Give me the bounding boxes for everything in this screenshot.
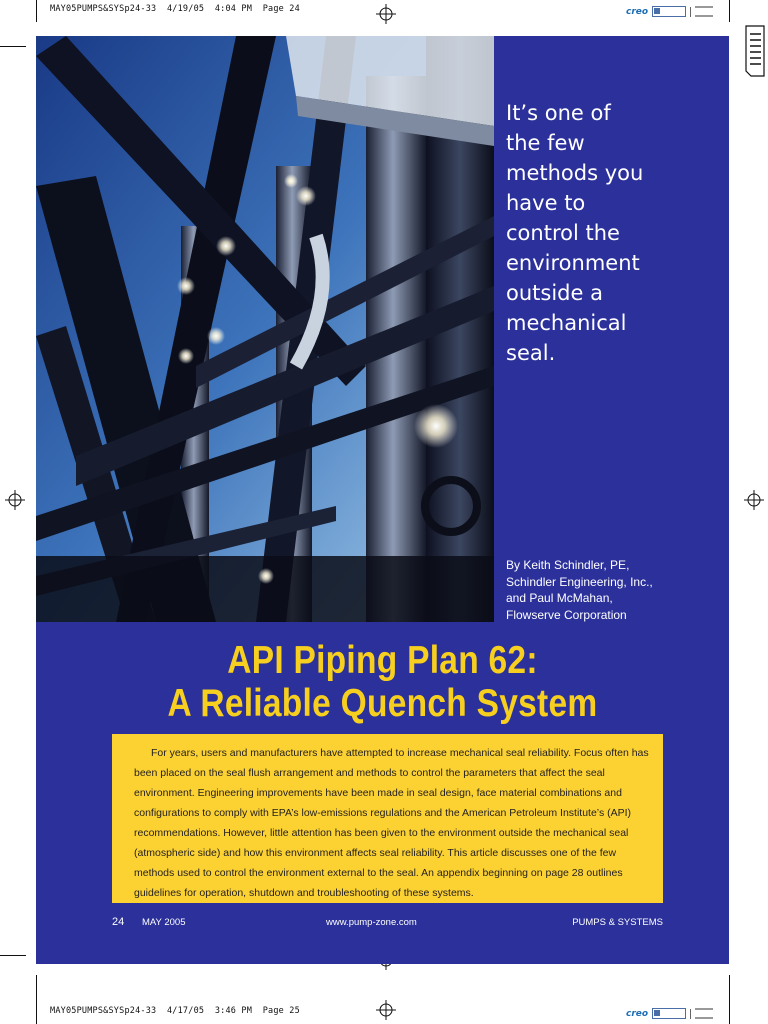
byline: By Keith Schindler, PE, Schindler Engineering, Inc., and Paul McMahan, Flowserve Corporation bbox=[506, 558, 653, 622]
document-icon bbox=[745, 25, 765, 77]
crop-mark bbox=[0, 46, 26, 47]
creo-logo: creo bbox=[626, 6, 649, 17]
issue-date: MAY 2005 bbox=[142, 917, 186, 928]
crop-mark bbox=[729, 0, 730, 22]
website-url: www.pump-zone.com bbox=[326, 917, 417, 928]
creo-logo: creo bbox=[626, 1008, 649, 1019]
registration-mark-icon bbox=[376, 4, 396, 24]
crop-mark bbox=[729, 975, 730, 1024]
abstract-text: For years, users and manufacturers have attempted to increase mechanical seal reliability. Focus often has been placed on the seal flush arrangement and methods to control the parameters that affect the seal environment. Engineering improvements have been made in seal design, face material combinations and configurations to comply with EPA’s low-emissions regulations and the American Petroleum Institute’s (API) recommendations. However, little attention has been given to the environment outside the mechanical seal (atmospheric side) and how this environment affects seal reliability. This article discusses one of the few methods used to control the environment external to the seal. An appendix beginning on page 28 outlines guidelines for operation, shutdown and troubleshooting of these systems. bbox=[134, 747, 649, 899]
crop-mark bbox=[36, 0, 37, 22]
certified-process-badge-icon bbox=[652, 6, 686, 17]
prepress-brand-top bbox=[626, 6, 713, 17]
article-title-line-1: API Piping Plan 62: bbox=[227, 639, 538, 682]
print-slug-top: MAY05PUMPS&SYSp24-33 4/19/05 4:04 PM Page 24 bbox=[50, 4, 300, 14]
article-title-line-2: A Reliable Quench System bbox=[167, 682, 598, 725]
registration-mark-icon bbox=[5, 490, 25, 510]
magazine-name: PUMPS & SYSTEMS bbox=[572, 917, 663, 928]
prepress-badge-icon bbox=[695, 1008, 713, 1019]
crop-mark bbox=[36, 975, 37, 1024]
page-number: 24 bbox=[112, 916, 125, 928]
prepress-badge-icon bbox=[695, 6, 713, 17]
abstract-box bbox=[112, 734, 663, 903]
pull-quote: It’s one of the few methods you have to control the environment outside a mechanical seal. bbox=[506, 101, 644, 365]
article-panel bbox=[36, 36, 729, 964]
certified-process-badge-icon bbox=[652, 1008, 686, 1019]
print-slug-bottom: MAY05PUMPS&SYSp24-33 4/17/05 3:46 PM Page 25 bbox=[50, 1006, 300, 1016]
refinery-piping-photo bbox=[36, 36, 494, 622]
crop-mark bbox=[0, 955, 26, 956]
registration-mark-icon bbox=[744, 490, 764, 510]
prepress-brand-bottom bbox=[626, 1008, 713, 1019]
registration-mark-icon bbox=[376, 1000, 396, 1020]
